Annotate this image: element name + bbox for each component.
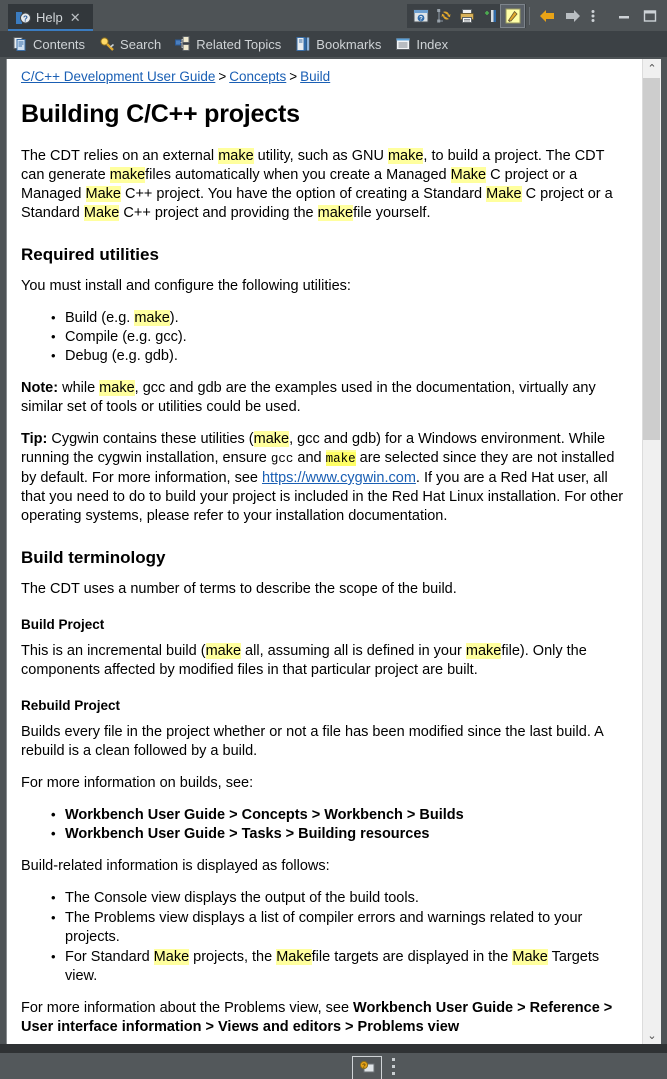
text: file targets are displayed in the — [311, 949, 513, 965]
text: projects, the — [189, 949, 277, 965]
tip-label: Tip: — [21, 431, 48, 447]
code-text: gcc — [270, 452, 294, 466]
highlight-term: make — [253, 431, 290, 447]
text: , to build a project. The CDT can generate — [21, 148, 605, 183]
highlight-term: make — [387, 148, 424, 164]
list-item — [51, 309, 630, 328]
taskbar-top-strip — [0, 1044, 667, 1053]
taskbar-overflow-icon[interactable] — [392, 1058, 395, 1075]
highlight-term: make — [99, 380, 135, 396]
more-info-lead: For more information on builds, see: — [21, 775, 254, 791]
text: files automatically when you create a Managed — [145, 167, 451, 183]
list-item: • Debug (e.g. gdb). — [51, 347, 630, 366]
more-info-list — [21, 806, 630, 844]
subheading-build-project: Build Project — [21, 617, 105, 632]
highlight-term: Make — [486, 186, 522, 202]
print-button[interactable] — [455, 5, 478, 27]
displayed-list — [21, 889, 630, 986]
list-item — [51, 948, 630, 986]
highlight-term: make — [134, 310, 170, 326]
list-item: • Workbench User Guide > Concepts > Workbench > Builds — [51, 806, 630, 825]
code-text: make — [325, 452, 356, 466]
breadcrumb-link-build[interactable]: Build — [300, 69, 331, 84]
text: ). — [169, 310, 179, 326]
intro-paragraph — [21, 147, 630, 223]
nav-item-search[interactable] — [99, 36, 161, 52]
add-bookmark-icon — [482, 8, 498, 24]
close-icon[interactable]: ✕ — [69, 9, 81, 25]
text: while — [58, 380, 100, 396]
search-icon — [99, 36, 115, 52]
text: C++ project and providing the — [119, 205, 318, 221]
note-label: Note: — [21, 380, 59, 396]
print-icon — [459, 8, 475, 24]
text: C++ project. You have the option of creating a Standard — [120, 186, 487, 202]
nav-item-contents[interactable] — [12, 36, 85, 52]
breadcrumb — [21, 69, 630, 84]
back-arrow-icon — [538, 8, 554, 24]
bookmarks-icon — [295, 36, 311, 52]
svg-text:?: ? — [23, 14, 28, 23]
breadcrumb-separator: > — [218, 69, 227, 84]
scroll-down-arrow-icon[interactable]: ⌄ — [647, 1029, 657, 1042]
highlight-term: make — [465, 643, 502, 659]
text: Targets view. — [65, 949, 600, 984]
text: For more information about the Problems view, see — [21, 1000, 354, 1016]
help-book-icon — [15, 10, 31, 26]
show-in-help-window-button[interactable] — [409, 5, 432, 27]
maximize-icon — [642, 8, 658, 24]
svg-text:?: ? — [418, 16, 423, 23]
forward-button[interactable] — [559, 5, 585, 27]
minimize-icon — [616, 8, 632, 24]
text: , gcc and gdb) for a Windows environment. While running the cygwin installation, ensure — [21, 431, 606, 466]
toolbar-separator — [529, 7, 530, 25]
contents-icon — [12, 36, 28, 52]
list-item: • Workbench User Guide > Tasks > Building resources — [51, 825, 630, 844]
nav-item-label: Bookmarks — [316, 36, 382, 52]
text: . If you are a Red Hat user, all that you need to do to build your project is included in the Red Hat Linux installation. For other operating systems, please refer to your installation documentation. — [21, 470, 624, 524]
highlight-term: Make — [153, 949, 190, 965]
rebuild-project-paragraph: Builds every file in the project whether or not a file has been modified since the last build. A rebuild is a clean followed by a build. — [21, 724, 603, 759]
page-title: Building C/C++ projects — [21, 100, 300, 128]
view-menu-button[interactable] — [585, 5, 611, 27]
back-button[interactable] — [533, 5, 559, 27]
nav-item-label: Index — [416, 36, 449, 52]
forward-arrow-icon — [564, 8, 580, 24]
tip-paragraph — [21, 430, 630, 526]
required-utilities-list — [21, 309, 630, 366]
breadcrumb-separator: > — [289, 69, 298, 84]
nav-item-label: Contents — [33, 36, 86, 52]
required-utilities-lead: You must install and configure the following utilities: — [21, 278, 351, 294]
section-heading-build-terminology: Build terminology — [21, 548, 166, 567]
nav-item-label: Related Topics — [196, 36, 282, 52]
text: are selected since they are not installed by default. For more information, see — [21, 450, 615, 486]
synchronize-icon — [436, 8, 452, 24]
list-item: • Compile (e.g. gcc). — [51, 328, 630, 347]
synchronize-button[interactable] — [432, 5, 455, 27]
minimize-button[interactable] — [611, 5, 637, 27]
document-frame — [6, 59, 661, 1044]
title-bar — [0, 0, 667, 31]
related-topics-icon — [175, 36, 191, 52]
text: Cygwin contains these utilities ( — [47, 431, 254, 447]
nav-item-label: Search — [120, 36, 162, 52]
toolbar-action-group — [407, 4, 526, 28]
nav-item-index[interactable] — [395, 36, 448, 52]
highlight-term: make — [317, 205, 354, 221]
highlight-term: Make — [512, 949, 548, 965]
highlight-term: make — [205, 643, 242, 659]
breadcrumb-link-guide[interactable]: C/C++ Development User Guide — [21, 69, 216, 84]
tab-label: Help — [36, 10, 63, 25]
highlight-search-terms-button[interactable] — [501, 5, 524, 27]
text: , gcc and gdb are the examples used in the documentation, virtually any similar set of tools or utilities could be used. — [21, 380, 596, 415]
list-item: • The Problems view displays a list of compiler errors and warnings related to your projects. — [51, 909, 630, 947]
text: file). Only the components affected by modified files in that particular project are built. — [21, 643, 587, 678]
subheading-rebuild-project: Rebuild Project — [21, 698, 121, 713]
highlight-term: Make — [83, 205, 120, 221]
help-navigation-bar — [0, 31, 667, 57]
highlight-term: Make — [85, 186, 121, 202]
build-terminology-lead: The CDT uses a number of terms to describe the scope of the build. — [21, 581, 457, 597]
highlight-term: Make — [276, 949, 312, 965]
text: utility, such as GNU — [253, 148, 388, 164]
highlight-term: Make — [450, 167, 487, 183]
footer-bold-2: Reference > User interface information > Views and editors > Problems view — [21, 1000, 613, 1035]
taskbar — [0, 1044, 667, 1079]
text: C project or a Managed — [21, 167, 578, 202]
maximize-button[interactable] — [637, 5, 663, 27]
document-scrollbar[interactable] — [642, 59, 661, 1044]
cygwin-link[interactable]: https://www.cygwin.com — [261, 470, 416, 486]
section-heading-required-utilities: Required utilities — [21, 245, 159, 264]
text: and — [293, 450, 326, 466]
text: all, assuming all is defined in your — [241, 643, 466, 659]
footer-bold-1: Workbench User Guide > — [353, 1000, 530, 1016]
index-icon — [395, 36, 411, 52]
text: For Standard — [65, 949, 154, 965]
highlight-term — [326, 450, 356, 466]
nav-item-related-topics[interactable] — [175, 36, 281, 52]
add-bookmark-button[interactable] — [478, 5, 501, 27]
view-menu-icon — [590, 8, 606, 24]
note-paragraph — [21, 379, 630, 417]
show-in-help-window-icon — [413, 8, 429, 24]
text: file yourself. — [353, 205, 431, 221]
footer-paragraph — [21, 999, 630, 1037]
build-project-paragraph — [21, 642, 630, 680]
text: Build (e.g. — [65, 310, 135, 326]
taskbar-item-help[interactable] — [352, 1056, 382, 1079]
nav-item-bookmarks[interactable] — [295, 36, 381, 52]
tab-help[interactable] — [8, 4, 93, 31]
text: This is an incremental build ( — [21, 643, 206, 659]
scroll-up-arrow-icon[interactable]: ⌃ — [647, 62, 657, 75]
text: C project or a Standard — [21, 186, 613, 221]
breadcrumb-link-concepts[interactable]: Concepts — [229, 69, 287, 84]
text: The CDT relies on an external — [21, 148, 219, 164]
highlight-search-terms-icon — [505, 8, 521, 24]
displayed-lead: Build-related information is displayed as follows: — [21, 858, 330, 874]
help-app-icon — [359, 1060, 375, 1076]
help-document — [7, 59, 644, 1044]
highlight-term: make — [218, 148, 254, 164]
window-toolbar — [407, 4, 663, 28]
svg-text:?: ? — [362, 1063, 366, 1070]
highlight-term: make — [109, 167, 146, 183]
list-item: • The Console view displays the output of the build tools. — [51, 889, 630, 908]
scrollbar-thumb[interactable] — [643, 78, 660, 440]
